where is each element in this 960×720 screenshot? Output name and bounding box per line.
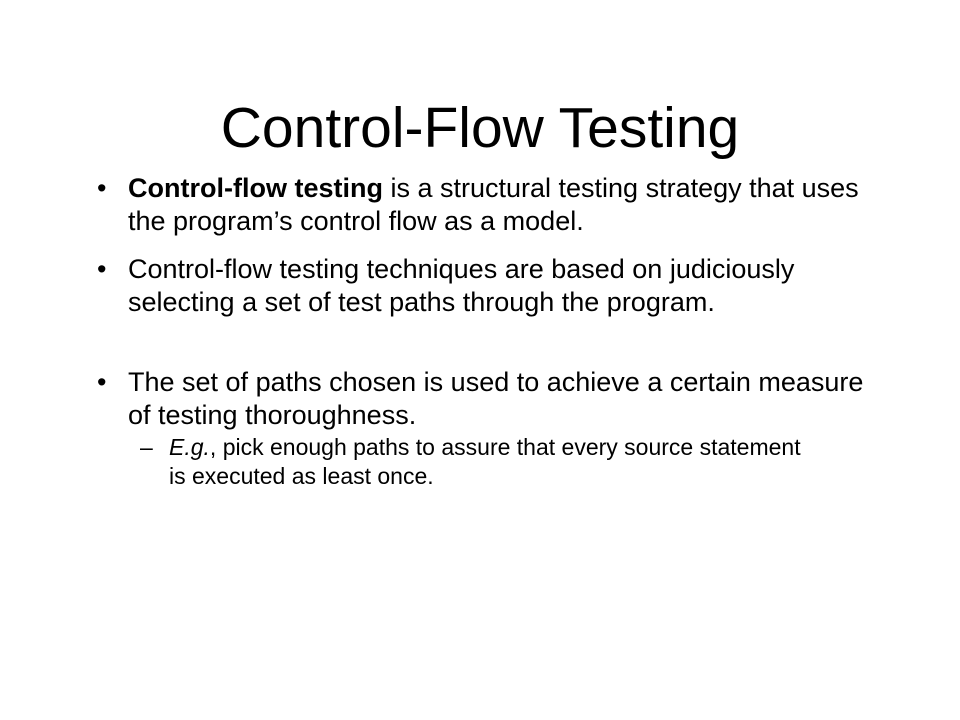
slide-title: Control-Flow Testing bbox=[220, 96, 740, 160]
bullet-marker: • bbox=[97, 173, 107, 203]
sub-bullet-marker: – bbox=[140, 434, 153, 460]
sub-bullet-italic-lead: E.g. bbox=[169, 434, 210, 460]
bullet-paths-chosen bbox=[97, 366, 868, 432]
bullet-control-flow-definition bbox=[97, 172, 868, 238]
bullet-text: Control-flow testing techniques are based on judiciously selecting a set of test paths through the program. bbox=[128, 254, 795, 317]
sub-bullet-example bbox=[140, 433, 809, 491]
bullet-control-flow-techniques bbox=[97, 253, 868, 319]
bullet-marker: • bbox=[97, 254, 107, 284]
bullet-bold-term: Control-flow testing bbox=[128, 173, 383, 203]
bullet-text: The set of paths chosen is used to achieve a certain measure of testing thoroughness. bbox=[128, 367, 864, 430]
sub-bullet-text: , pick enough paths to assure that every source statement is executed as least once. bbox=[169, 434, 801, 489]
bullet-marker: • bbox=[97, 367, 107, 397]
bullet-text: is a structural testing strategy that uses the program’s control flow as a model. bbox=[128, 173, 859, 236]
